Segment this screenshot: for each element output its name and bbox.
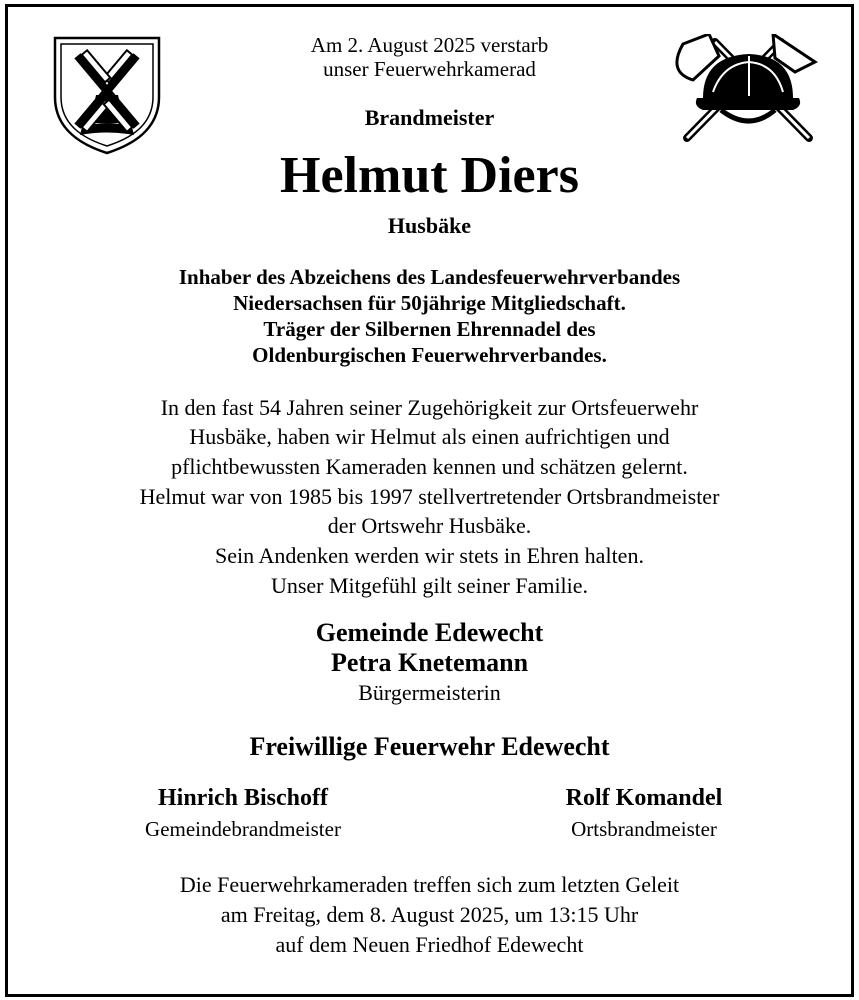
- funeral-line: Die Feuerwehrkameraden treffen sich zum letzten Geleit: [179, 872, 680, 897]
- signatory-right-title: Ortsbrandmeister: [571, 817, 717, 841]
- signatory-left-title: Gemeindebrandmeister: [145, 817, 341, 841]
- tribute-line: Husbäke, haben wir Helmut als einen aufrichtigen und: [189, 424, 670, 449]
- mayor-title: Bürgermeisterin: [358, 680, 501, 705]
- announcement-line-1: Am 2. August 2025 verstarb: [310, 33, 549, 57]
- signatory-left-name: Hinrich Bischoff: [157, 785, 328, 811]
- honor-line: Oldenburgischen Feuerwehrverbandes.: [252, 343, 607, 367]
- deceased-name: Helmut Diers: [280, 147, 579, 204]
- honor-line: Niedersachsen für 50jährige Mitgliedschaft.: [233, 291, 626, 315]
- tribute-line: Unser Mitgefühl gilt seiner Familie.: [270, 573, 589, 598]
- announcement-line-2: unser Feuerwehrkamerad: [323, 57, 536, 81]
- honor-line: Inhaber des Abzeichens des Landesfeuerwehrverbandes: [178, 265, 681, 289]
- mayor-name: Petra Knetemann: [330, 648, 529, 677]
- rank-title: Brandmeister: [364, 105, 495, 130]
- honor-line: Träger der Silbernen Ehrennadel des: [263, 317, 596, 341]
- tribute-line: der Ortswehr Husbäke.: [327, 513, 532, 538]
- funeral-line: auf dem Neuen Friedhof Edewecht: [275, 932, 584, 957]
- signatory-right-name: Rolf Komandel: [565, 785, 723, 811]
- funeral-line: am Freitag, dem 8. August 2025, um 13:15 Uhr: [220, 902, 639, 927]
- municipality-name: Gemeinde Edewecht: [315, 618, 544, 647]
- deceased-place: Husbäke: [387, 213, 472, 238]
- fire-department-name: Freiwillige Feuerwehr Edewecht: [249, 732, 610, 761]
- tribute-line: In den fast 54 Jahren seiner Zugehörigkeit zur Ortsfeuerwehr: [160, 395, 699, 420]
- tribute-line: pflichtbewussten Kameraden kennen und schätzen gelernt.: [171, 454, 688, 479]
- tribute-line: Helmut war von 1985 bis 1997 stellvertretender Ortsbrandmeister: [139, 484, 720, 509]
- tribute-line: Sein Andenken werden wir stets in Ehren halten.: [215, 543, 644, 568]
